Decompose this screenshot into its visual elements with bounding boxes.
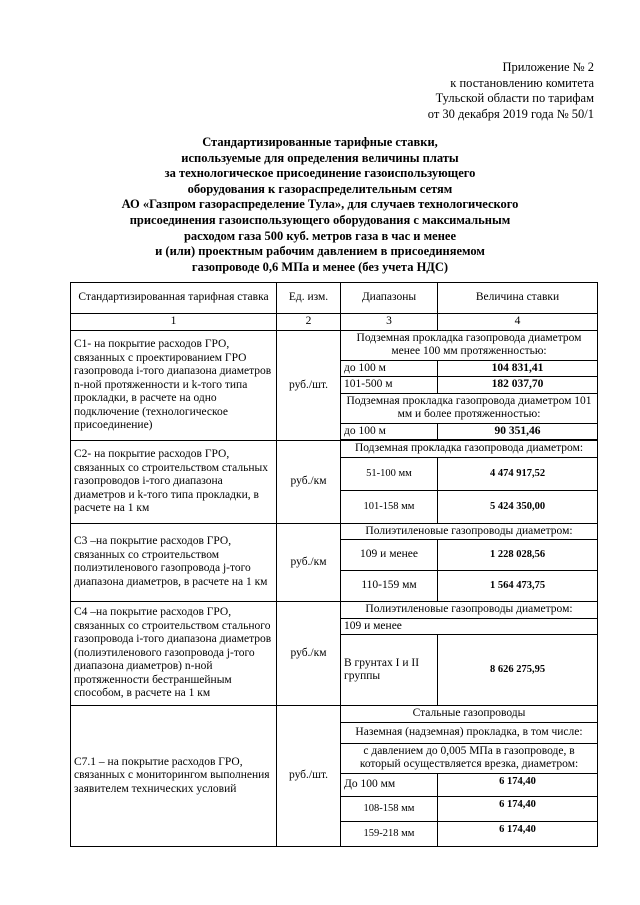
tariff-table [70, 282, 598, 847]
column-number: 4 [438, 314, 598, 331]
value-cell: 104 831,41 [438, 360, 598, 377]
range-cell: 108-158 мм [341, 796, 438, 821]
range-cell: до 100 м [341, 423, 438, 440]
title-line: присоединения газоиспользующего оборудования с максимальным [129, 212, 511, 227]
range-cell: 101-500 м [341, 377, 438, 394]
header-line: от 30 декабря 2019 года № 50/1 [427, 106, 594, 121]
rate-description-c3: С3 –на покрытие расходов ГРО, связанных со строительством полиэтиленового газопровода j-того диапазона диаметров, в расчете на 1 км [71, 523, 277, 602]
table-row [71, 602, 598, 619]
title-line: и (или) проектным рабочим давлением в присоединяемом [155, 244, 485, 259]
subheader-cell: Подземная прокладка газопровода диаметром менее 100 мм протяженностью: [341, 330, 598, 360]
value-cell: 1 228 028,56 [438, 540, 598, 571]
rate-description-c2: С2- на покрытие расходов ГРО, связанных со строительством стальных газопроводов i-того диапазона диаметров и k-того типа прокладки, в расчете на 1 км [71, 441, 277, 524]
subheader-cell: Полиэтиленовые газопроводы диаметром: [341, 523, 598, 540]
value-cell: 1 564 473,75 [438, 571, 598, 602]
title-line: используемые для определения величины платы [181, 150, 459, 165]
range-cell: 51-100 мм [341, 457, 438, 490]
range-cell: 110-159 мм [341, 571, 438, 602]
document-header [428, 60, 594, 122]
column-number: 2 [277, 314, 341, 331]
range-cell: 109 и менее [341, 618, 598, 635]
subheader-cell: Подземная прокладка газопровода диаметром 101 мм и более протяженностью: [341, 393, 598, 423]
column-number: 1 [71, 314, 277, 331]
rate-description-c1: С1- на покрытие расходов ГРО, связанных с проектированием ГРО газопровода i-того диапазона диаметров n-ной протяженности и k-того типа прокладки, в расчете на одно подключение (технологическое присоединение) [71, 330, 277, 441]
unit-cell: руб./км [277, 523, 341, 602]
value-cell: 6 174,40 [438, 821, 598, 846]
table-row [71, 441, 598, 458]
value-cell: 4 474 917,52 [438, 457, 598, 490]
column-number-row [71, 314, 598, 331]
title-line: расходом газа 500 куб. метров газа в час и менее [183, 228, 456, 243]
table-header-row [71, 283, 598, 314]
subheader-cell: Наземная (надземная) прокладка, в том числе: [341, 722, 598, 743]
subheader-cell: с давлением до 0,005 МПа в газопроводе, в который осуществляется врезка, диаметром: [341, 743, 598, 773]
table-row [71, 330, 598, 360]
header-cell: Ед. изм. [277, 283, 341, 314]
header-line: к постановлению комитета [450, 75, 594, 90]
range-cell: В грунтах I и II группы [341, 635, 438, 706]
title-line: Стандартизированные тарифные ставки, [202, 135, 438, 149]
title-line: оборудования к газораспределительным сетям [187, 181, 453, 196]
value-cell: 90 351,46 [438, 423, 598, 440]
range-cell: 101-158 мм [341, 490, 438, 523]
title-line: АО «Газпром газораспределение Тула», для случаев технологического [121, 197, 519, 212]
document-title [60, 135, 580, 275]
value-cell: 182 037,70 [438, 377, 598, 394]
rate-description-c4: С4 –на покрытие расходов ГРО, связанных со строительством стального газопровода i-того диапазона диаметров (полиэтиленового газопровода j-того диапазона диаметров) n-ной протяженности бестраншейным способом, в расчете на 1 км [71, 602, 277, 706]
header-cell: Стандартизированная тарифная ставка [71, 283, 277, 314]
table-row [71, 523, 598, 540]
table-row [71, 706, 598, 723]
subheader-cell: Подземная прокладка газопровода диаметром: [341, 441, 598, 458]
header-cell: Величина ставки [438, 283, 598, 314]
value-cell: 5 424 350,00 [438, 490, 598, 523]
title-line: за технологическое присоединение газоиспользующего [164, 166, 476, 181]
rate-description-c71: С7.1 – на покрытие расходов ГРО, связанных с мониторингом выполнения заявителем технических условий [71, 706, 277, 847]
value-cell: 6 174,40 [438, 773, 598, 796]
range-cell: 159-218 мм [341, 821, 438, 846]
header-cell: Диапазоны [341, 283, 438, 314]
value-cell: 8 626 275,95 [438, 635, 598, 706]
header-line: Тульской области по тарифам [435, 91, 594, 105]
range-cell: До 100 мм [341, 773, 438, 796]
unit-cell: руб./шт. [277, 330, 341, 441]
range-cell: до 100 м [341, 360, 438, 377]
header-line: Приложение № 2 [502, 60, 594, 74]
title-line: газопроводе 0,6 МПа и менее (без учета НДС) [191, 259, 449, 274]
subheader-cell: Полиэтиленовые газопроводы диаметром: [341, 602, 598, 619]
unit-cell: руб./км [277, 602, 341, 706]
subheader-cell: Стальные газопроводы [341, 706, 598, 723]
unit-cell: руб./км [277, 441, 341, 524]
value-cell: 6 174,40 [438, 796, 598, 821]
range-cell: 109 и менее [341, 540, 438, 571]
column-number: 3 [341, 314, 438, 331]
unit-cell: руб./шт. [277, 706, 341, 847]
